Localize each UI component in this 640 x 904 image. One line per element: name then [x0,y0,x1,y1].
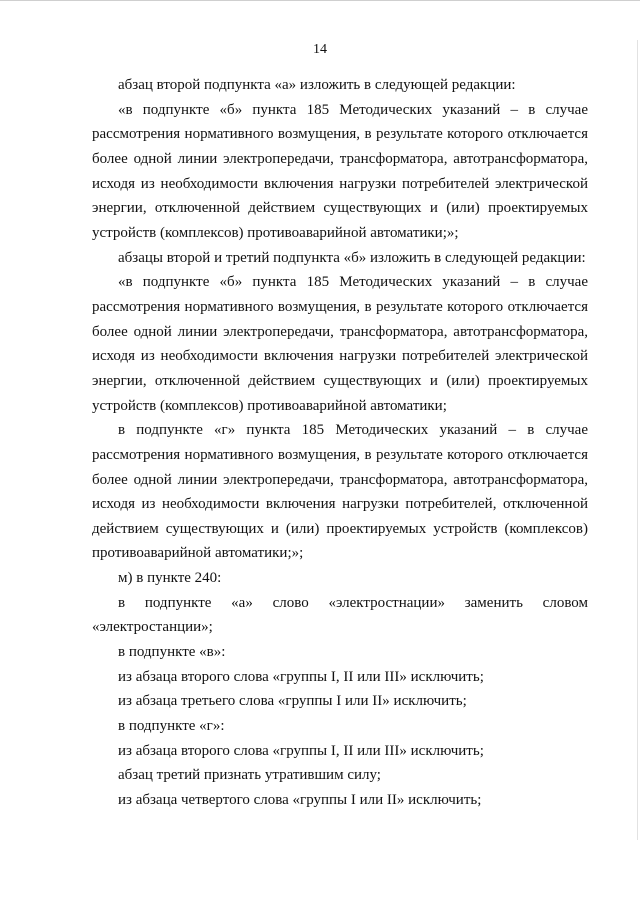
paragraph-7-continuation: «электростанции»; [92,619,213,636]
paragraph-13: абзац третий признать утратившим силу; [118,767,381,784]
paragraph-3: абзацы второй и третий подпункта «б» изложить в следующей редакции: [118,249,586,266]
paragraph-11: в подпункте «г»: [118,718,225,735]
paragraph-2: «в подпункте «б» пункта 185 Методических указаний – в случае рассмотрения нормативного возмущения, в результате которого отключается более одной линии электропередачи, трансформатора, автотрансформатора, исходя из необходимости включения нагрузки потребителей электрической энергии, отключенной действием существующих и (или) проектируемых устройств (комплексов) противоаварийной автоматики;»; [92,101,588,241]
document-body [92,73,588,813]
paragraph-8: в подпункте «в»: [118,644,226,661]
paragraph-14: из абзаца четвертого слова «группы I или II» исключить; [118,792,482,809]
scan-edge-top [0,0,640,1]
paragraph-12: из абзаца второго слова «группы I, II или III» исключить; [118,742,484,759]
paragraph-4: «в подпункте «б» пункта 185 Методических указаний – в случае рассмотрения нормативного возмущения, в результате которого отключается более одной линии электропередачи, трансформатора, автотрансформатора, исходя из необходимости включения нагрузки потребителей электрической энергии, отключенной действием существующих и (или) проектируемых устройств (комплексов) противоаварийной автоматики; [92,274,588,414]
page-number: 14 [313,42,327,57]
paragraph-9: из абзаца второго слова «группы I, II или III» исключить; [118,668,484,685]
paragraph-7: в подпункте «а» слово «электростнации» заменить словом [118,594,588,611]
paragraph-1: абзац второй подпункта «а» изложить в следующей редакции: [118,77,516,93]
paragraph-6: м) в пункте 240: [118,570,222,587]
scan-edge-right [637,40,638,840]
paragraph-10: из абзаца третьего слова «группы I или II» исключить; [118,693,467,710]
paragraph-5: в подпункте «г» пункта 185 Методических указаний – в случае рассмотрения нормативного возмущения, в результате которого отключается более одной линии электропередачи, трансформатора, автотрансформатора, исходя из необходимости включения нагрузки потребителей, отключенной действием существующих и (или) проектируемых устройств (комплексов) противоаварийной автоматики;»; [92,422,588,562]
